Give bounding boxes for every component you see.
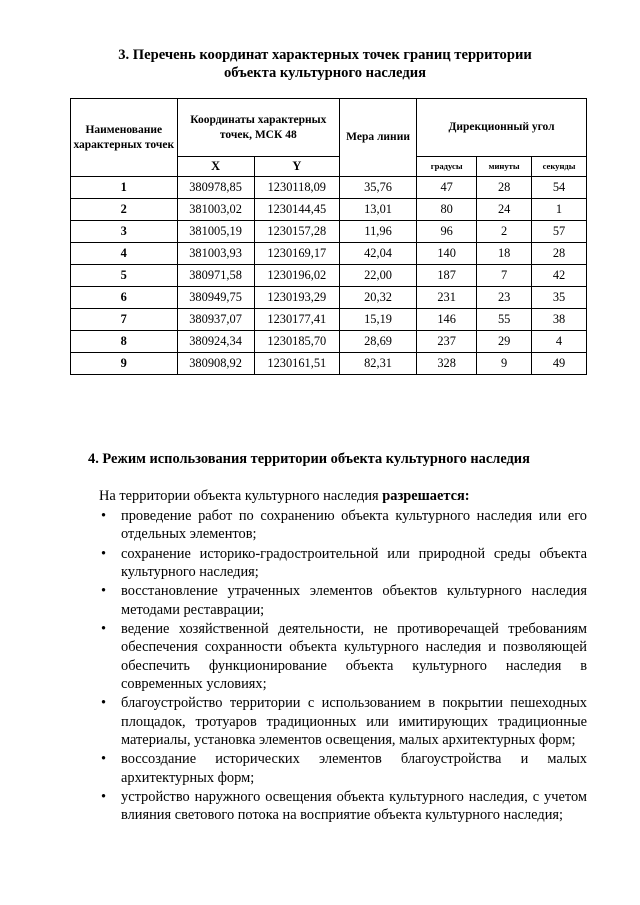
table-row <box>71 353 587 375</box>
cell-seconds: 57 <box>532 221 587 243</box>
cell-seconds: 35 <box>532 287 587 309</box>
header-x: X <box>177 157 254 177</box>
list-item <box>99 545 587 582</box>
cell-point: 9 <box>71 353 178 375</box>
cell-measure: 20,32 <box>340 287 417 309</box>
cell-y: 1230196,02 <box>254 265 339 287</box>
cell-x: 380978,85 <box>177 177 254 199</box>
cell-measure: 28,69 <box>340 331 417 353</box>
cell-point: 8 <box>71 331 178 353</box>
cell-point: 2 <box>71 199 178 221</box>
header-line-measure: Мера линии <box>340 99 417 177</box>
cell-y: 1230185,70 <box>254 331 339 353</box>
cell-y: 1230177,41 <box>254 309 339 331</box>
cell-minutes: 2 <box>477 221 532 243</box>
header-direction-angle: Дирекционный угол <box>417 99 587 157</box>
bullet-icon: • <box>101 788 107 805</box>
cell-seconds: 4 <box>532 331 587 353</box>
cell-minutes: 55 <box>477 309 532 331</box>
table-row <box>71 177 587 199</box>
cell-point: 6 <box>71 287 178 309</box>
intro-text: На территории объекта культурного наследия <box>99 488 383 504</box>
cell-degrees: 140 <box>417 243 477 265</box>
bullet-icon: • <box>101 695 107 712</box>
list-item-text: проведение работ по сохранению объекта культурного наследия или его отдельных элементов; <box>121 508 587 543</box>
list-item-text: восстановление утраченных элементов объектов культурного наследия методами реставрации; <box>121 583 587 618</box>
cell-point: 7 <box>71 309 178 331</box>
cell-x: 380971,58 <box>177 265 254 287</box>
cell-degrees: 80 <box>417 199 477 221</box>
list-item <box>99 694 587 749</box>
cell-measure: 42,04 <box>340 243 417 265</box>
cell-measure: 15,19 <box>340 309 417 331</box>
coordinates-table <box>70 98 587 375</box>
cell-seconds: 54 <box>532 177 587 199</box>
cell-degrees: 146 <box>417 309 477 331</box>
cell-seconds: 1 <box>532 199 587 221</box>
cell-seconds: 28 <box>532 243 587 265</box>
bullet-icon: • <box>101 545 107 562</box>
table-row <box>71 221 587 243</box>
cell-point: 5 <box>71 265 178 287</box>
cell-minutes: 23 <box>477 287 532 309</box>
cell-x: 380937,07 <box>177 309 254 331</box>
header-seconds: секунды <box>532 157 587 177</box>
section-4-intro <box>99 487 470 505</box>
permitted-activities-list <box>99 507 587 825</box>
header-coordinates: Координаты характерных точек, МСК 48 <box>177 99 339 157</box>
cell-y: 1230157,28 <box>254 221 339 243</box>
cell-point: 1 <box>71 177 178 199</box>
list-item-text: сохранение историко-градостроительной или природной среды объекта культурного наследия; <box>121 545 587 581</box>
header-y: Y <box>254 157 339 177</box>
section-3-title-line-1: 3. Перечень координат характерных точек границ территории <box>118 47 532 63</box>
list-item-text: ведение хозяйственной деятельности, не противоречащей требованиям обеспечения сохранности объекта культурного наследия и позволяющей обеспечить функционирование объекта культурного наследия в современных условиях; <box>121 620 587 693</box>
cell-x: 380924,34 <box>177 331 254 353</box>
cell-seconds: 42 <box>532 265 587 287</box>
list-item <box>99 788 587 825</box>
bullet-icon: • <box>101 583 107 600</box>
table-row <box>71 199 587 221</box>
cell-x: 381003,02 <box>177 199 254 221</box>
cell-degrees: 237 <box>417 331 477 353</box>
cell-x: 380949,75 <box>177 287 254 309</box>
bullet-icon: • <box>101 620 107 637</box>
cell-minutes: 24 <box>477 199 532 221</box>
list-item <box>99 507 587 544</box>
header-minutes: минуты <box>477 157 532 177</box>
cell-point: 3 <box>71 221 178 243</box>
cell-measure: 35,76 <box>340 177 417 199</box>
cell-x: 381005,19 <box>177 221 254 243</box>
bullet-icon: • <box>101 508 107 524</box>
cell-x: 381003,93 <box>177 243 254 265</box>
cell-y: 1230193,29 <box>254 287 339 309</box>
section-3-title <box>60 46 590 82</box>
cell-degrees: 47 <box>417 177 477 199</box>
table-row <box>71 243 587 265</box>
cell-seconds: 49 <box>532 353 587 375</box>
cell-y: 1230161,51 <box>254 353 339 375</box>
cell-minutes: 29 <box>477 331 532 353</box>
section-3-title-line-2: объекта культурного наследия <box>223 65 427 81</box>
cell-y: 1230118,09 <box>254 177 339 199</box>
list-item <box>99 582 587 619</box>
list-item <box>99 750 587 787</box>
cell-minutes: 18 <box>477 243 532 265</box>
list-item <box>99 620 587 694</box>
cell-degrees: 96 <box>417 221 477 243</box>
table-body <box>71 177 587 375</box>
cell-measure: 22,00 <box>340 265 417 287</box>
list-item-text: благоустройство территории с использованием в покрытии пешеходных площадок, тротуаров традиционных или имитирующих традиционные материалы, установка элементов освещения, малых архитектурных форм; <box>121 695 587 749</box>
header-degrees: градусы <box>417 157 477 177</box>
cell-measure: 11,96 <box>340 221 417 243</box>
cell-y: 1230169,17 <box>254 243 339 265</box>
list-item-text: устройство наружного освещения объекта культурного наследия, с учетом влияния светового потока на восприятие объекта культурного наследия; <box>121 788 587 824</box>
cell-point: 4 <box>71 243 178 265</box>
header-point-name: Наименование характерных точек <box>71 99 178 177</box>
intro-bold-text: разрешается: <box>382 488 470 504</box>
cell-measure: 82,31 <box>340 353 417 375</box>
section-4-title: 4. Режим использования территории объекта культурного наследия <box>88 451 530 467</box>
cell-measure: 13,01 <box>340 199 417 221</box>
table-row <box>71 309 587 331</box>
cell-minutes: 7 <box>477 265 532 287</box>
cell-degrees: 187 <box>417 265 477 287</box>
table-row <box>71 287 587 309</box>
cell-x: 380908,92 <box>177 353 254 375</box>
list-item-text: воссоздание исторических элементов благоустройства и малых архитектурных форм; <box>121 751 587 786</box>
table-row <box>71 265 587 287</box>
bullet-icon: • <box>101 751 107 768</box>
cell-seconds: 38 <box>532 309 587 331</box>
table-row <box>71 331 587 353</box>
cell-degrees: 328 <box>417 353 477 375</box>
cell-minutes: 9 <box>477 353 532 375</box>
cell-minutes: 28 <box>477 177 532 199</box>
cell-y: 1230144,45 <box>254 199 339 221</box>
cell-degrees: 231 <box>417 287 477 309</box>
